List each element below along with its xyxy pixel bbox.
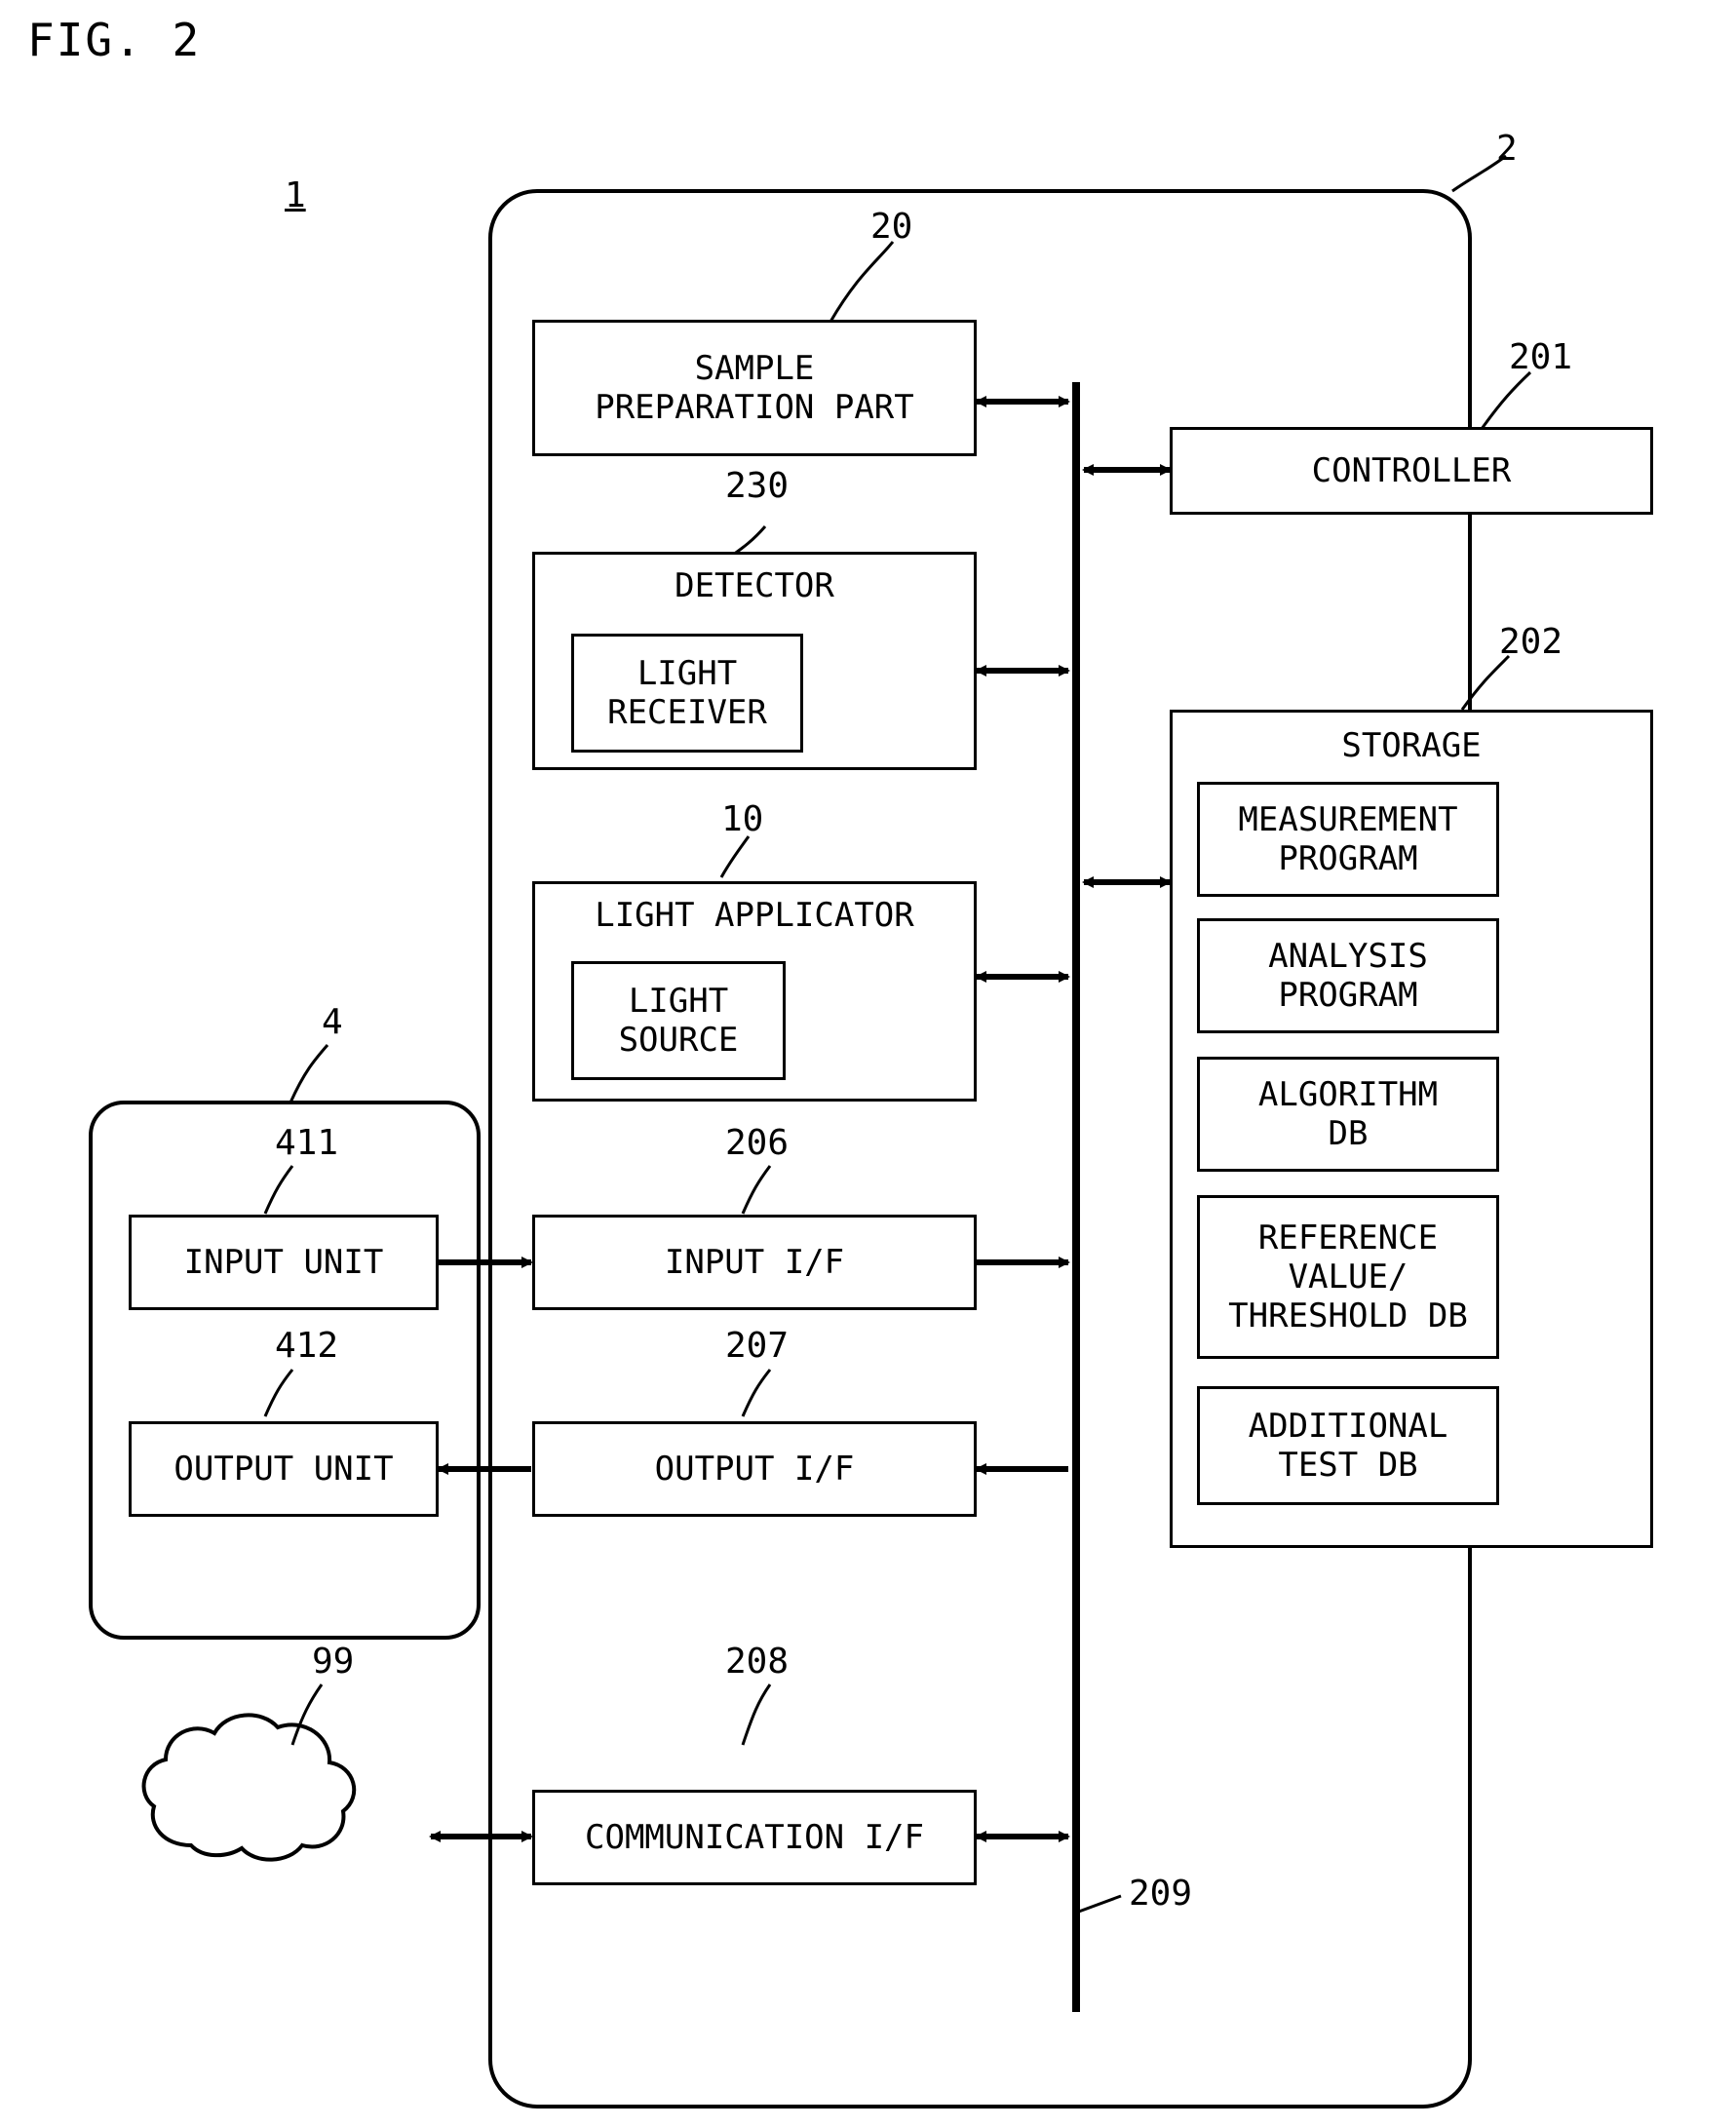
block-input-if[interactable] xyxy=(532,1215,977,1310)
light-receiver-label: LIGHT RECEIVER xyxy=(607,653,767,732)
block-analysis-program[interactable] xyxy=(1197,918,1499,1033)
block-light-receiver[interactable] xyxy=(571,634,803,753)
block-algorithm-db[interactable] xyxy=(1197,1057,1499,1172)
ref-light-applicator: 10 xyxy=(721,799,764,839)
reference-threshold-db-label: REFERENCE VALUE/ THRESHOLD DB xyxy=(1228,1218,1468,1336)
ref-sample-preparation-part: 20 xyxy=(870,207,913,247)
block-communication-if[interactable] xyxy=(532,1790,977,1885)
output-if-label: OUTPUT I/F xyxy=(654,1449,855,1489)
block-light-source[interactable] xyxy=(571,961,786,1080)
ref-system: 1 xyxy=(285,175,306,215)
light-applicator-label: LIGHT APPLICATOR xyxy=(595,896,914,935)
ref-bus: 209 xyxy=(1129,1874,1193,1914)
ref-storage: 202 xyxy=(1499,622,1563,662)
block-measurement-program[interactable] xyxy=(1197,782,1499,897)
sample-preparation-part-label: SAMPLE PREPARATION PART xyxy=(595,348,914,427)
ref-detector: 230 xyxy=(725,466,790,506)
ref-output-unit: 412 xyxy=(275,1326,339,1366)
light-source-label: LIGHT SOURCE xyxy=(618,981,739,1060)
block-additional-test-db[interactable] xyxy=(1197,1386,1499,1505)
block-input-unit[interactable] xyxy=(129,1215,439,1310)
additional-test-db-label: ADDITIONAL TEST DB xyxy=(1248,1406,1448,1485)
ref-network: 99 xyxy=(312,1642,355,1682)
input-if-label: INPUT I/F xyxy=(664,1242,845,1282)
block-sample-preparation-part[interactable] xyxy=(532,320,977,456)
algorithm-db-label: ALGORITHM DB xyxy=(1257,1074,1439,1153)
storage-label: STORAGE xyxy=(1341,726,1482,765)
measurement-program-label: MEASUREMENT PROGRAM xyxy=(1238,799,1458,878)
figure-title: FIG. 2 xyxy=(27,14,202,66)
ref-controller: 201 xyxy=(1509,337,1573,377)
ref-input-if: 206 xyxy=(725,1123,790,1163)
block-controller[interactable] xyxy=(1170,427,1653,515)
ref-terminal: 4 xyxy=(322,1002,343,1042)
block-reference-threshold-db[interactable] xyxy=(1197,1195,1499,1359)
block-output-if[interactable] xyxy=(532,1421,977,1517)
ref-communication-if: 208 xyxy=(725,1642,790,1682)
detector-label: DETECTOR xyxy=(675,566,834,605)
ref-input-unit: 411 xyxy=(275,1123,339,1163)
output-unit-label: OUTPUT UNIT xyxy=(174,1449,394,1489)
ref-measurement-apparatus: 2 xyxy=(1496,129,1518,169)
analysis-program-label: ANALYSIS PROGRAM xyxy=(1268,936,1428,1015)
controller-label: CONTROLLER xyxy=(1311,450,1512,490)
block-output-unit[interactable] xyxy=(129,1421,439,1517)
communication-if-label: COMMUNICATION I/F xyxy=(585,1817,924,1857)
ref-output-if: 207 xyxy=(725,1326,790,1366)
input-unit-label: INPUT UNIT xyxy=(183,1242,384,1282)
